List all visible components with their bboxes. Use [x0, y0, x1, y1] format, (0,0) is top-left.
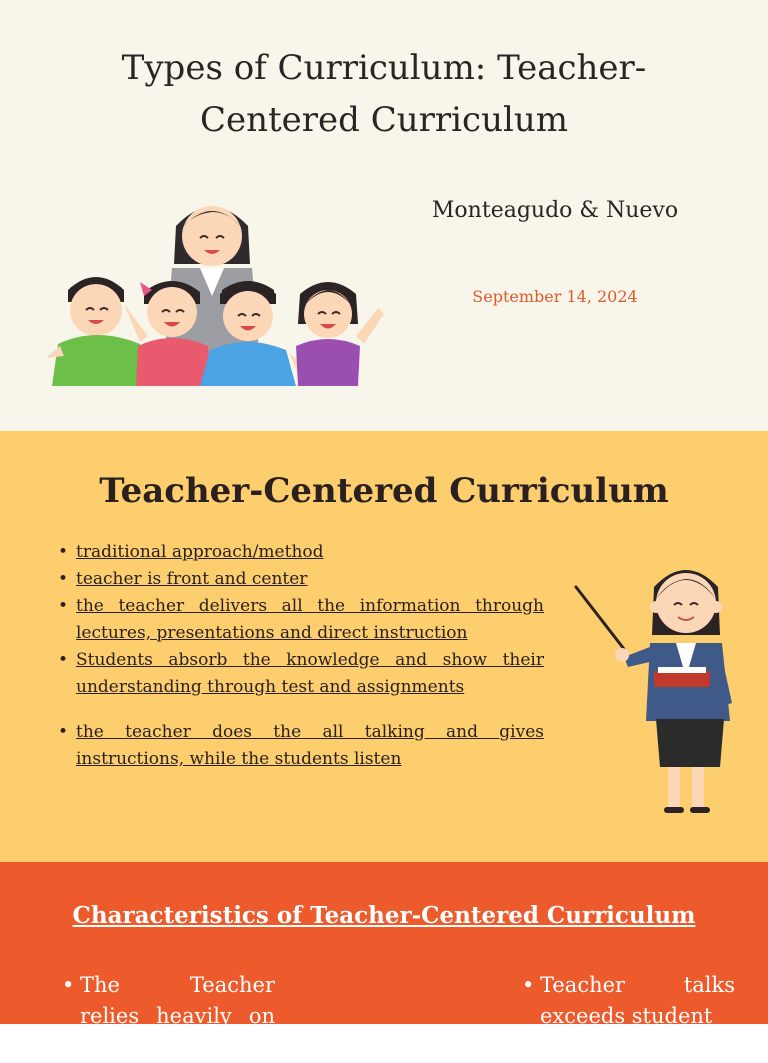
presentation-date: September 14, 2024: [472, 287, 638, 306]
authors: Monteagudo & Nuevo: [431, 198, 679, 223]
list-item: • the teacher does the all talking and gives instructions, while the students listen: [56, 719, 544, 773]
characteristics-left-list: [60, 970, 275, 1063]
section-heading: Characteristics of Teacher-Centered Curriculum: [72, 902, 696, 929]
list-item: • traditional approach/method: [56, 539, 544, 566]
list-item: • Students absorb the knowledge and show their understanding through test and assignments: [56, 647, 544, 701]
section-heading: Teacher-Centered Curriculum: [99, 471, 669, 511]
list-item: • Teacher talks exceeds student: [520, 970, 735, 1032]
cover-section: [0, 0, 768, 431]
characteristics-section: [0, 862, 768, 1059]
teacher-with-pointer-illustration: [570, 553, 740, 823]
list-item: • The Teacher relies heavily on the: [60, 970, 275, 1063]
page-title: Types of Curriculum: Teacher-Centered Curriculum: [121, 48, 647, 140]
bullet-list: [56, 539, 544, 773]
teacher-centered-section: [0, 431, 768, 862]
list-item: • teacher is front and center: [56, 566, 544, 593]
characteristics-right-list: [520, 970, 735, 1032]
teacher-with-students-illustration: [40, 186, 390, 391]
list-item: • the teacher delivers all the information through lectures, presentations and direct instruction: [56, 593, 544, 647]
